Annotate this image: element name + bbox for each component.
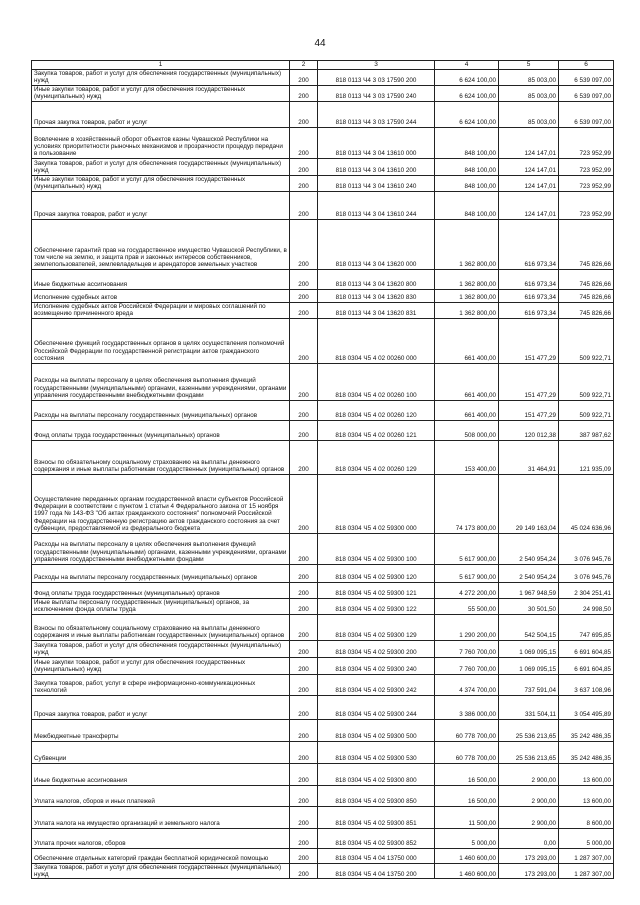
row-name: Расходы на выплаты персоналу в целях обеспечения выполнения функций государственными (муниципальными) органами, казенными учреждениями, органами управления государственными внебюджетными фондами xyxy=(32,533,290,564)
row-approved-amount: 3 386 000,00 xyxy=(435,695,499,719)
row-line-code: 200 xyxy=(290,318,318,363)
row-unexecuted-amount: 24 998,50 xyxy=(559,598,614,614)
row-approved-amount: 11 500,00 xyxy=(435,806,499,828)
row-line-code: 200 xyxy=(290,85,318,101)
row-line-code: 200 xyxy=(290,289,318,302)
row-name: Уплата прочих налогов, сборов xyxy=(32,828,290,848)
row-unexecuted-amount: 747 695,85 xyxy=(559,614,614,640)
row-executed-amount: 25 536 213,65 xyxy=(499,741,559,763)
row-budget-code: 818 0113 Ч4 3 04 13620 800 xyxy=(318,269,435,289)
row-unexecuted-amount: 2 304 251,41 xyxy=(559,582,614,598)
table-row xyxy=(32,657,614,674)
row-name: Расходы на выплаты персоналу в целях обеспечения выполнения функций государственными (муниципальными) органами, казенными учреждениями, органами управления государственными внебюджетными фондами xyxy=(32,363,290,400)
row-approved-amount: 1 362 800,00 xyxy=(435,219,499,269)
row-approved-amount: 848 100,00 xyxy=(435,175,499,191)
row-approved-amount: 5 617 900,00 xyxy=(435,533,499,564)
row-name: Вовлечение в хозяйственный оборот объектов казны Чувашской Республики на условиях приоритетности рыночных механизмов и прозрачности процедур передачи в пользование xyxy=(32,127,290,158)
row-line-code: 200 xyxy=(290,101,318,127)
row-line-code: 200 xyxy=(290,363,318,400)
row-budget-code: 818 0304 Ч5 4 02 59300 850 xyxy=(318,785,435,806)
row-budget-code: 818 0304 Ч5 4 02 59300 000 xyxy=(318,474,435,533)
row-executed-amount: 151 477,29 xyxy=(499,363,559,400)
row-unexecuted-amount: 45 024 636,96 xyxy=(559,474,614,533)
row-budget-code: 818 0304 Ч5 4 02 59300 851 xyxy=(318,806,435,828)
row-line-code: 200 xyxy=(290,175,318,191)
row-approved-amount: 5 000,00 xyxy=(435,828,499,848)
row-budget-code: 818 0304 Ч5 4 02 00260 100 xyxy=(318,363,435,400)
row-executed-amount: 124 147,01 xyxy=(499,191,559,219)
row-unexecuted-amount: 509 922,71 xyxy=(559,318,614,363)
row-name: Закупка товаров, работ и услуг для обеспечения государственных (муниципальных) нужд xyxy=(32,158,290,175)
row-executed-amount: 85 003,00 xyxy=(499,70,559,86)
row-name: Иные выплаты персоналу государственных (муниципальных) органов, за исключением фонда оплаты труда xyxy=(32,598,290,614)
row-executed-amount: 29 149 163,04 xyxy=(499,474,559,533)
row-approved-amount: 661 400,00 xyxy=(435,318,499,363)
row-name: Обеспечение функций государственных органов в целях осуществления полномочий Российской Федерации по государственной регистрации актов гражданского состояния xyxy=(32,318,290,363)
row-executed-amount: 0,00 xyxy=(499,828,559,848)
row-line-code: 200 xyxy=(290,657,318,674)
row-approved-amount: 7 760 700,00 xyxy=(435,640,499,657)
row-budget-code: 818 0113 Ч4 3 04 13620 000 xyxy=(318,219,435,269)
row-line-code: 200 xyxy=(290,533,318,564)
table-row xyxy=(32,614,614,640)
row-line-code: 200 xyxy=(290,269,318,289)
row-approved-amount: 6 624 100,00 xyxy=(435,85,499,101)
row-line-code: 200 xyxy=(290,863,318,879)
column-number-3: 3 xyxy=(318,61,435,70)
row-executed-amount: 85 003,00 xyxy=(499,101,559,127)
page-number: 44 xyxy=(314,38,326,49)
table-row xyxy=(32,85,614,101)
table-row xyxy=(32,70,614,86)
row-executed-amount: 616 973,34 xyxy=(499,289,559,302)
row-budget-code: 818 0113 Ч4 3 04 13620 831 xyxy=(318,302,435,318)
row-line-code: 200 xyxy=(290,70,318,86)
row-budget-code: 818 0304 Ч5 4 02 00260 129 xyxy=(318,440,435,474)
row-name: Взносы по обязательному социальному страхованию на выплаты денежного содержания и иные выплаты работникам государственных (муниципальных) органов xyxy=(32,614,290,640)
row-budget-code: 818 0304 Ч5 4 02 59300 244 xyxy=(318,695,435,719)
row-name: Исполнение судебных актов Российской Федерации и мировых соглашений по возмещению причиненного вреда xyxy=(32,302,290,318)
table-row xyxy=(32,175,614,191)
row-executed-amount: 120 012,38 xyxy=(499,420,559,440)
row-approved-amount: 16 500,00 xyxy=(435,763,499,785)
row-unexecuted-amount: 723 952,99 xyxy=(559,191,614,219)
row-name: Исполнение судебных актов xyxy=(32,289,290,302)
row-executed-amount: 31 464,91 xyxy=(499,440,559,474)
row-line-code: 200 xyxy=(290,474,318,533)
row-name: Расходы на выплаты персоналу государственных (муниципальных) органов xyxy=(32,564,290,582)
row-line-code: 200 xyxy=(290,785,318,806)
row-budget-code: 818 0304 Ч5 4 02 59300 129 xyxy=(318,614,435,640)
row-budget-code: 818 0113 Ч4 3 04 13610 200 xyxy=(318,158,435,175)
row-budget-code: 818 0113 Ч4 3 03 17590 244 xyxy=(318,101,435,127)
row-name: Обеспечение отдельных категорий граждан бесплатной юридической помощью xyxy=(32,848,290,863)
row-executed-amount: 331 504,11 xyxy=(499,695,559,719)
row-line-code: 200 xyxy=(290,674,318,695)
row-approved-amount: 1 460 600,00 xyxy=(435,848,499,863)
table-row xyxy=(32,269,614,289)
row-budget-code: 818 0304 Ч5 4 02 00260 120 xyxy=(318,400,435,420)
row-approved-amount: 661 400,00 xyxy=(435,400,499,420)
row-approved-amount: 1 362 800,00 xyxy=(435,302,499,318)
row-executed-amount: 616 973,34 xyxy=(499,302,559,318)
row-unexecuted-amount: 3 054 495,89 xyxy=(559,695,614,719)
table-row xyxy=(32,564,614,582)
row-unexecuted-amount: 13 600,00 xyxy=(559,763,614,785)
row-executed-amount: 151 477,29 xyxy=(499,318,559,363)
row-name: Взносы по обязательному социальному страхованию на выплаты денежного содержания и иные выплаты работникам государственных (муниципальных) органов xyxy=(32,440,290,474)
row-unexecuted-amount: 723 952,99 xyxy=(559,175,614,191)
row-approved-amount: 55 500,00 xyxy=(435,598,499,614)
row-budget-code: 818 0304 Ч5 4 02 59300 500 xyxy=(318,719,435,741)
row-unexecuted-amount: 8 600,00 xyxy=(559,806,614,828)
row-line-code: 200 xyxy=(290,191,318,219)
row-budget-code: 818 0113 Ч4 3 04 13610 000 xyxy=(318,127,435,158)
row-name: Иные бюджетные ассигнования xyxy=(32,269,290,289)
row-executed-amount: 124 147,01 xyxy=(499,127,559,158)
row-unexecuted-amount: 121 935,09 xyxy=(559,440,614,474)
row-unexecuted-amount: 745 826,66 xyxy=(559,289,614,302)
row-line-code: 200 xyxy=(290,848,318,863)
row-executed-amount: 173 293,00 xyxy=(499,863,559,879)
row-name: Иные закупки товаров, работ и услуг для обеспечения государственных (муниципальных) нужд xyxy=(32,657,290,674)
row-line-code: 200 xyxy=(290,614,318,640)
row-approved-amount: 848 100,00 xyxy=(435,158,499,175)
row-unexecuted-amount: 745 826,66 xyxy=(559,269,614,289)
column-number-1: 1 xyxy=(32,61,290,70)
row-approved-amount: 1 460 600,00 xyxy=(435,863,499,879)
table-row xyxy=(32,674,614,695)
row-executed-amount: 151 477,29 xyxy=(499,400,559,420)
table-row xyxy=(32,533,614,564)
table-row xyxy=(32,695,614,719)
row-approved-amount: 5 617 900,00 xyxy=(435,564,499,582)
row-unexecuted-amount: 387 987,62 xyxy=(559,420,614,440)
table-row xyxy=(32,318,614,363)
table-row xyxy=(32,582,614,598)
row-name: Уплата налога на имущество организаций и земельного налога xyxy=(32,806,290,828)
row-executed-amount: 616 973,34 xyxy=(499,269,559,289)
table-row xyxy=(32,191,614,219)
row-executed-amount: 30 501,50 xyxy=(499,598,559,614)
row-approved-amount: 508 000,00 xyxy=(435,420,499,440)
row-approved-amount: 16 500,00 xyxy=(435,785,499,806)
row-approved-amount: 1 362 800,00 xyxy=(435,289,499,302)
row-line-code: 200 xyxy=(290,420,318,440)
row-budget-code: 818 0304 Ч5 4 02 00260 000 xyxy=(318,318,435,363)
row-unexecuted-amount: 5 000,00 xyxy=(559,828,614,848)
row-executed-amount: 2 900,00 xyxy=(499,785,559,806)
row-name: Уплата налогов, сборов и иных платежей xyxy=(32,785,290,806)
row-budget-code: 818 0304 Ч5 4 02 59300 100 xyxy=(318,533,435,564)
row-name: Прочая закупка товаров, работ и услуг xyxy=(32,695,290,719)
row-line-code: 200 xyxy=(290,219,318,269)
row-name: Прочая закупка товаров, работ и услуг xyxy=(32,191,290,219)
row-approved-amount: 74 173 800,00 xyxy=(435,474,499,533)
row-unexecuted-amount: 6 539 097,00 xyxy=(559,101,614,127)
row-line-code: 200 xyxy=(290,400,318,420)
row-executed-amount: 737 591,04 xyxy=(499,674,559,695)
row-executed-amount: 1 069 095,15 xyxy=(499,657,559,674)
row-line-code: 200 xyxy=(290,828,318,848)
row-name: Осуществление переданных органам государственной власти субъектов Российской Федерации в соответствии с пунктом 1 статьи 4 Федерального закона от 15 ноября 1997 года № 143-ФЗ "Об актах гражданского состояния" полномочий Российской Федерации на государственную регистрацию актов гражданского состояния за счет субвенции, предоставляемой из федерального бюджета xyxy=(32,474,290,533)
row-approved-amount: 60 778 700,00 xyxy=(435,741,499,763)
row-budget-code: 818 0113 Ч4 3 03 17590 240 xyxy=(318,85,435,101)
table-row xyxy=(32,127,614,158)
row-line-code: 200 xyxy=(290,806,318,828)
row-approved-amount: 60 778 700,00 xyxy=(435,719,499,741)
row-unexecuted-amount: 6 691 604,85 xyxy=(559,657,614,674)
table-row xyxy=(32,785,614,806)
row-line-code: 200 xyxy=(290,598,318,614)
table-row xyxy=(32,101,614,127)
row-budget-code: 818 0304 Ч5 4 02 59300 800 xyxy=(318,763,435,785)
row-unexecuted-amount: 745 826,66 xyxy=(559,219,614,269)
row-budget-code: 818 0113 Ч4 3 03 17590 200 xyxy=(318,70,435,86)
row-budget-code: 818 0304 Ч5 4 02 59300 121 xyxy=(318,582,435,598)
table-row xyxy=(32,400,614,420)
row-line-code: 200 xyxy=(290,582,318,598)
table-row xyxy=(32,158,614,175)
row-executed-amount: 2 540 954,24 xyxy=(499,564,559,582)
row-approved-amount: 1 362 800,00 xyxy=(435,269,499,289)
row-executed-amount: 542 504,15 xyxy=(499,614,559,640)
table-row xyxy=(32,474,614,533)
row-executed-amount: 124 147,01 xyxy=(499,158,559,175)
row-executed-amount: 2 540 954,24 xyxy=(499,533,559,564)
row-budget-code: 818 0304 Ч5 4 02 59300 200 xyxy=(318,640,435,657)
table-row xyxy=(32,640,614,657)
row-line-code: 200 xyxy=(290,695,318,719)
row-name: Межбюджетные трансферты xyxy=(32,719,290,741)
row-executed-amount: 616 973,34 xyxy=(499,219,559,269)
row-approved-amount: 6 624 100,00 xyxy=(435,70,499,86)
row-name: Обеспечение гарантий прав на государственное имущество Чувашской Республики, в том числе на землю, и защита прав и законных интересов собственников, землепользователей, землевладельцев и арендаторов земельных участков xyxy=(32,219,290,269)
row-executed-amount: 1 069 095,15 xyxy=(499,640,559,657)
row-unexecuted-amount: 723 952,99 xyxy=(559,127,614,158)
row-line-code: 200 xyxy=(290,127,318,158)
row-unexecuted-amount: 6 539 097,00 xyxy=(559,85,614,101)
row-unexecuted-amount: 3 076 945,76 xyxy=(559,533,614,564)
row-executed-amount: 25 536 213,65 xyxy=(499,719,559,741)
row-name: Закупка товаров, работ и услуг для обеспечения государственных (муниципальных) нужд xyxy=(32,863,290,879)
row-budget-code: 818 0113 Ч4 3 04 13610 244 xyxy=(318,191,435,219)
row-budget-code: 818 0304 Ч5 4 02 59300 530 xyxy=(318,741,435,763)
row-unexecuted-amount: 745 826,66 xyxy=(559,302,614,318)
row-unexecuted-amount: 35 242 486,35 xyxy=(559,741,614,763)
row-unexecuted-amount: 6 691 604,85 xyxy=(559,640,614,657)
row-name: Иные закупки товаров, работ и услуг для обеспечения государственных (муниципальных) нужд xyxy=(32,175,290,191)
row-approved-amount: 153 400,00 xyxy=(435,440,499,474)
table-row xyxy=(32,848,614,863)
row-line-code: 200 xyxy=(290,440,318,474)
row-unexecuted-amount: 509 922,71 xyxy=(559,400,614,420)
row-approved-amount: 7 760 700,00 xyxy=(435,657,499,674)
row-unexecuted-amount: 3 637 108,96 xyxy=(559,674,614,695)
budget-execution-table xyxy=(31,60,614,879)
row-name: Иные закупки товаров, работ и услуг для обеспечения государственных (муниципальных) нужд xyxy=(32,85,290,101)
table-row xyxy=(32,598,614,614)
table-row xyxy=(32,806,614,828)
table-row xyxy=(32,763,614,785)
row-line-code: 200 xyxy=(290,564,318,582)
table-row xyxy=(32,440,614,474)
row-budget-code: 818 0113 Ч4 3 04 13610 240 xyxy=(318,175,435,191)
table-row xyxy=(32,719,614,741)
row-unexecuted-amount: 723 952,99 xyxy=(559,158,614,175)
row-budget-code: 818 0304 Ч5 4 02 00260 121 xyxy=(318,420,435,440)
row-name: Закупка товаров, работ, услуг в сфере информационно-коммуникационных технологий xyxy=(32,674,290,695)
row-executed-amount: 85 003,00 xyxy=(499,85,559,101)
row-unexecuted-amount: 13 600,00 xyxy=(559,785,614,806)
table-row xyxy=(32,289,614,302)
row-approved-amount: 6 624 100,00 xyxy=(435,101,499,127)
row-unexecuted-amount: 509 922,71 xyxy=(559,363,614,400)
row-line-code: 200 xyxy=(290,158,318,175)
row-name: Закупка товаров, работ и услуг для обеспечения государственных (муниципальных) нужд xyxy=(32,640,290,657)
row-name: Закупка товаров, работ и услуг для обеспечения государственных (муниципальных) нужд xyxy=(32,70,290,86)
row-name: Прочая закупка товаров, работ и услуг xyxy=(32,101,290,127)
column-number-row xyxy=(32,61,614,70)
row-name: Расходы на выплаты персоналу государственных (муниципальных) органов xyxy=(32,400,290,420)
row-budget-code: 818 0304 Ч5 4 02 59300 240 xyxy=(318,657,435,674)
row-unexecuted-amount: 1 287 307,00 xyxy=(559,863,614,879)
row-approved-amount: 4 272 200,00 xyxy=(435,582,499,598)
table-row xyxy=(32,302,614,318)
row-executed-amount: 2 900,00 xyxy=(499,763,559,785)
row-unexecuted-amount: 3 076 945,76 xyxy=(559,564,614,582)
row-name: Субвенции xyxy=(32,741,290,763)
row-budget-code: 818 0304 Ч5 4 02 59300 852 xyxy=(318,828,435,848)
row-approved-amount: 4 374 700,00 xyxy=(435,674,499,695)
table-row xyxy=(32,420,614,440)
row-budget-code: 818 0304 Ч5 4 02 59300 242 xyxy=(318,674,435,695)
row-budget-code: 818 0304 Ч5 4 02 59300 122 xyxy=(318,598,435,614)
row-executed-amount: 124 147,01 xyxy=(499,175,559,191)
row-name: Иные бюджетные ассигнования xyxy=(32,763,290,785)
table-row xyxy=(32,863,614,879)
row-name: Фонд оплаты труда государственных (муниципальных) органов xyxy=(32,420,290,440)
row-line-code: 200 xyxy=(290,763,318,785)
row-executed-amount: 2 900,00 xyxy=(499,806,559,828)
table-row xyxy=(32,219,614,269)
row-executed-amount: 1 967 948,59 xyxy=(499,582,559,598)
row-line-code: 200 xyxy=(290,741,318,763)
row-line-code: 200 xyxy=(290,302,318,318)
table-row xyxy=(32,828,614,848)
table-row xyxy=(32,741,614,763)
row-line-code: 200 xyxy=(290,640,318,657)
row-unexecuted-amount: 35 242 486,35 xyxy=(559,719,614,741)
row-name: Фонд оплаты труда государственных (муниципальных) органов xyxy=(32,582,290,598)
column-number-2: 2 xyxy=(290,61,318,70)
row-line-code: 200 xyxy=(290,719,318,741)
row-budget-code: 818 0113 Ч4 3 04 13620 830 xyxy=(318,289,435,302)
row-approved-amount: 1 290 200,00 xyxy=(435,614,499,640)
column-number-5: 5 xyxy=(499,61,559,70)
row-approved-amount: 848 100,00 xyxy=(435,191,499,219)
row-executed-amount: 173 293,00 xyxy=(499,848,559,863)
row-approved-amount: 661 400,00 xyxy=(435,363,499,400)
row-budget-code: 818 0304 Ч5 4 04 13750 200 xyxy=(318,863,435,879)
row-budget-code: 818 0304 Ч5 4 02 59300 120 xyxy=(318,564,435,582)
table-row xyxy=(32,363,614,400)
row-budget-code: 818 0304 Ч5 4 04 13750 000 xyxy=(318,848,435,863)
row-unexecuted-amount: 6 539 097,00 xyxy=(559,70,614,86)
row-unexecuted-amount: 1 287 307,00 xyxy=(559,848,614,863)
column-number-4: 4 xyxy=(435,61,499,70)
row-approved-amount: 848 100,00 xyxy=(435,127,499,158)
column-number-6: 6 xyxy=(559,61,614,70)
